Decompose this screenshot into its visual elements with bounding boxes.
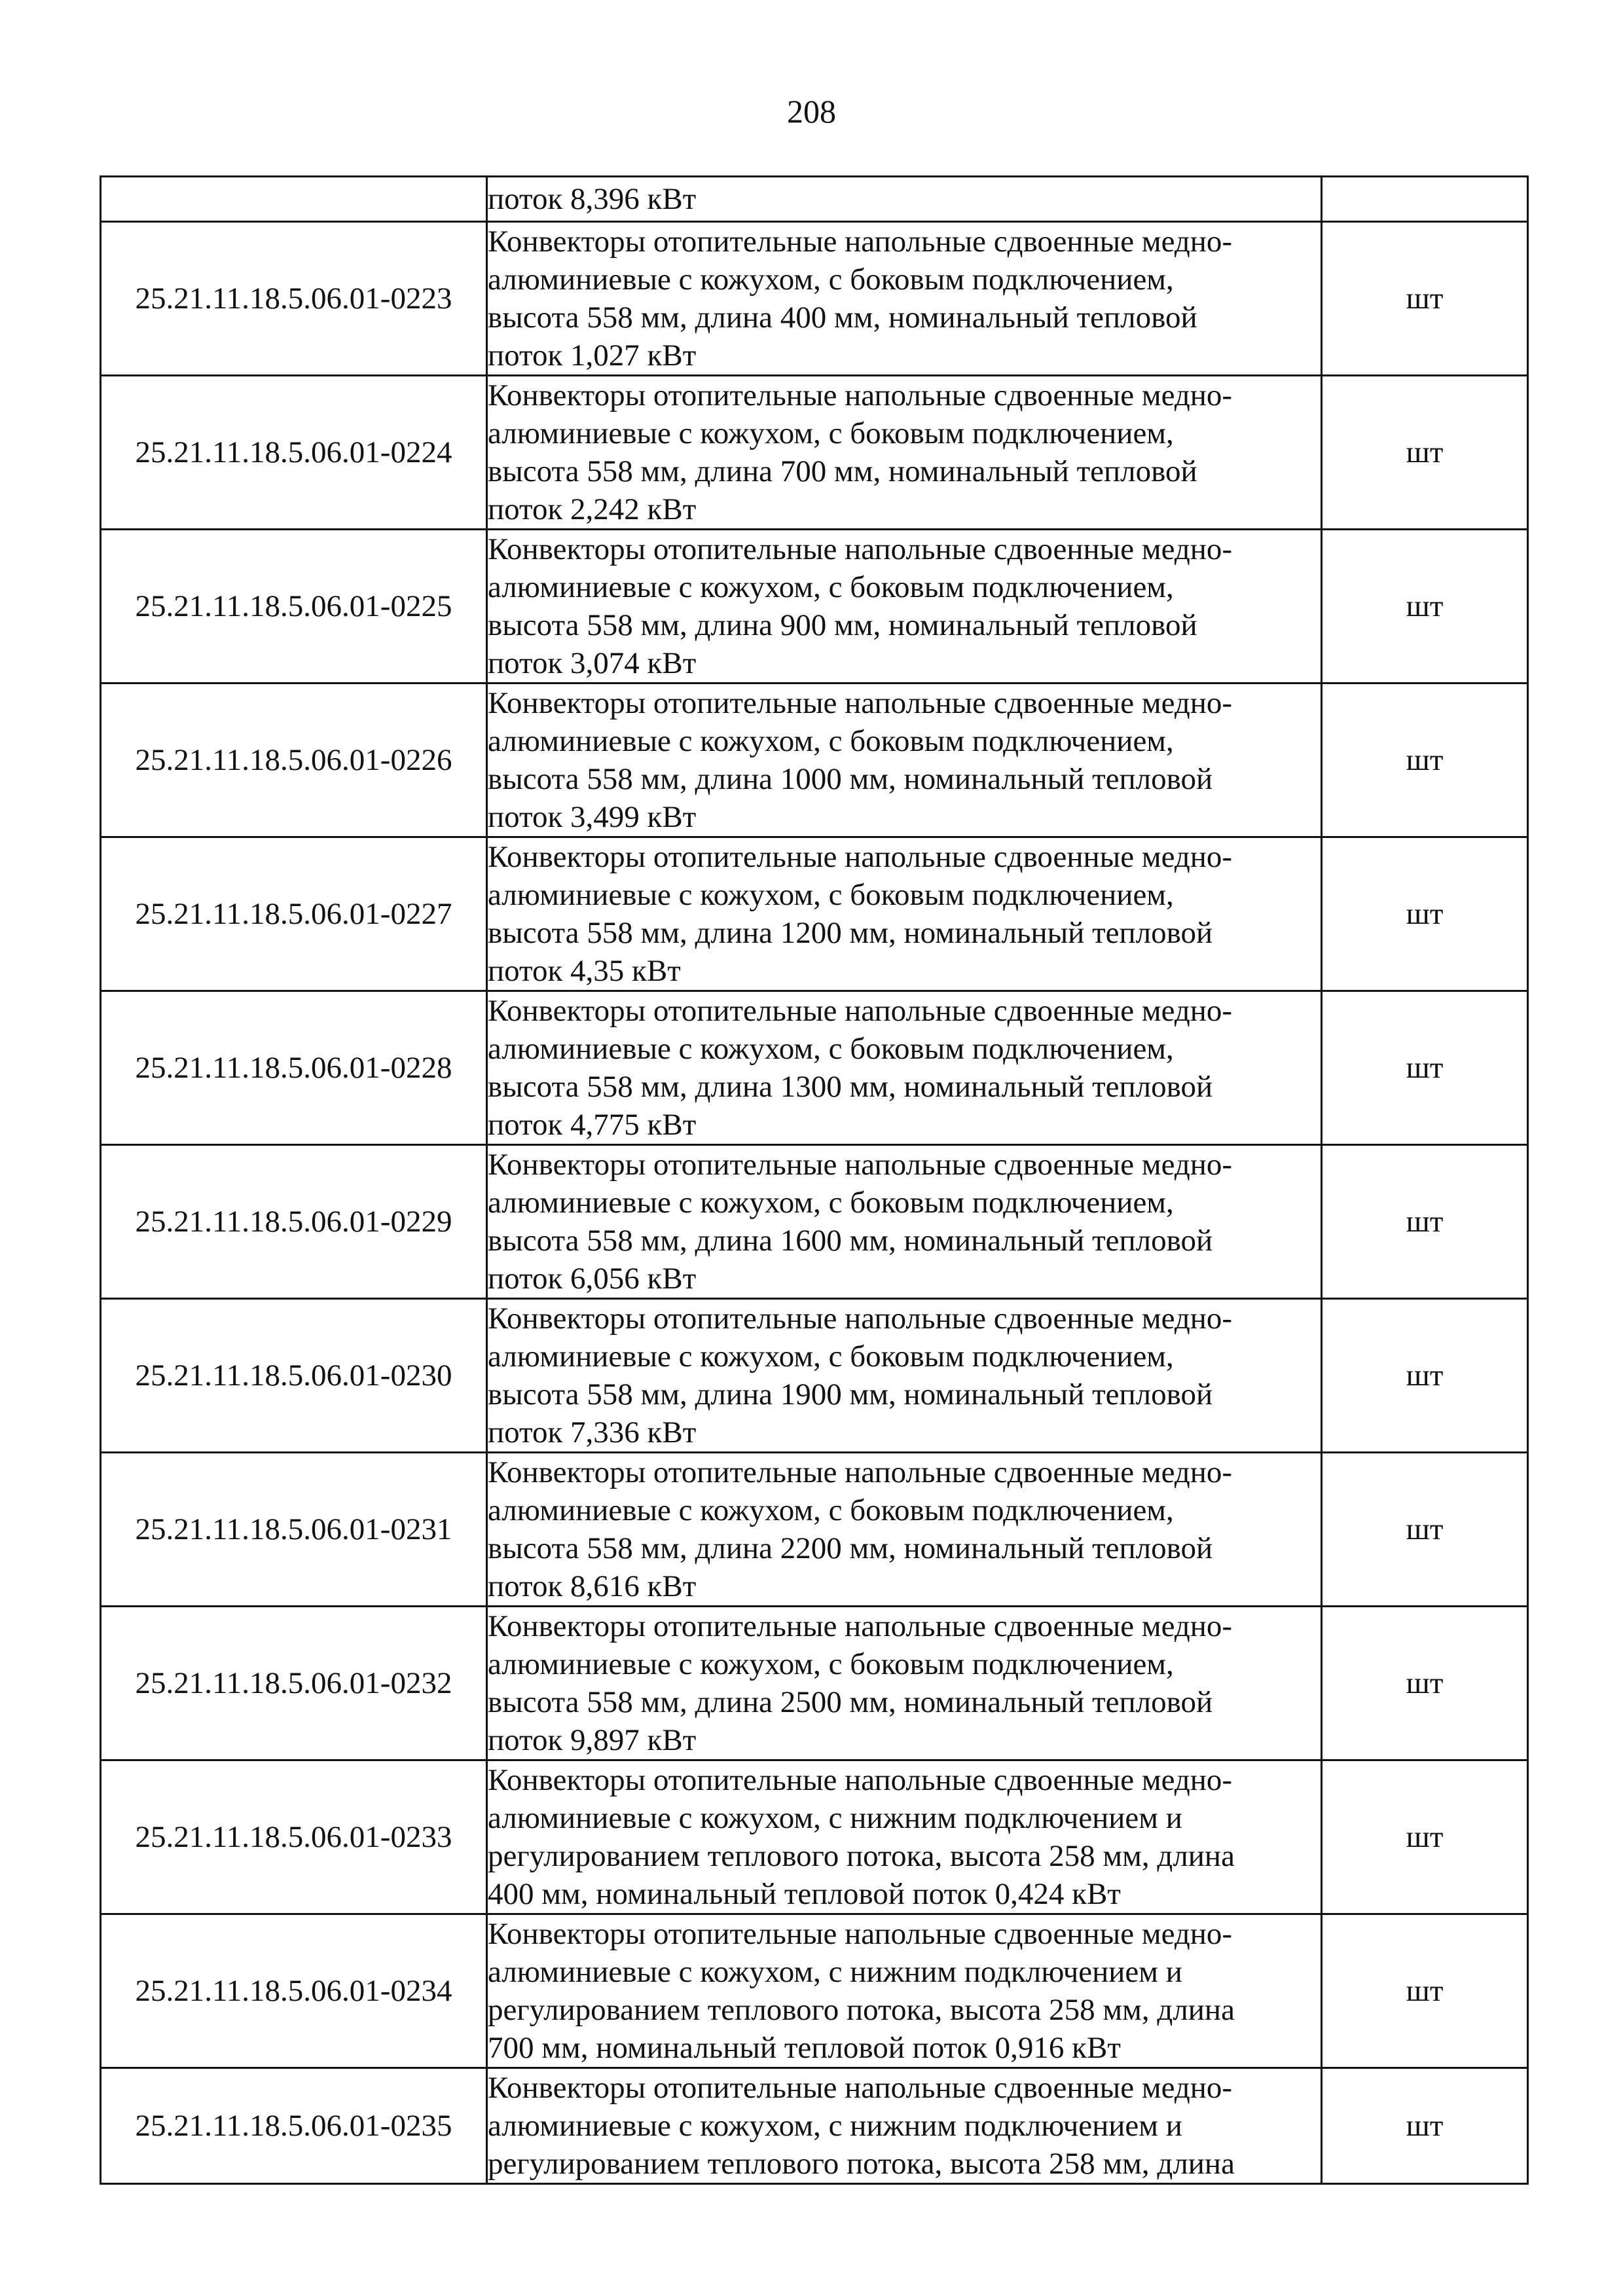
price-code-table [100,175,1529,2185]
table-row [101,683,1528,837]
table-row [101,1453,1528,1607]
resource-code-cell: 25.21.11.18.5.06.01-0233 [101,1760,487,1914]
description-cell [487,1453,1322,1607]
description-cell [487,1607,1322,1760]
unit-cell: шт [1322,683,1528,837]
description-cell [487,222,1322,376]
description-cell [487,2068,1322,2184]
unit-cell: шт [1322,1914,1528,2068]
description-text: поток 8,396 кВт [488,182,697,216]
table-row [101,376,1528,530]
description-cell [487,683,1322,837]
unit-cell: шт [1322,222,1528,376]
table-row [101,2068,1528,2184]
table-row [101,1760,1528,1914]
description-cell [487,177,1322,222]
description-text: Конвекторы отопительные напольные сдвоенные медно- алюминиевые с кожухом, с боковым подключением, высота 558 мм, длина 1200 мм, номинальный тепловой поток 4,35 кВт [488,840,1233,988]
table-row [101,837,1528,991]
resource-code-cell: 25.21.11.18.5.06.01-0232 [101,1607,487,1760]
description-text: Конвекторы отопительные напольные сдвоенные медно- алюминиевые с кожухом, с боковым подключением, высота 558 мм, длина 1300 мм, номинальный тепловой поток 4,775 кВт [488,994,1233,1142]
unit-cell: шт [1322,1453,1528,1607]
table-row [101,177,1528,222]
description-cell [487,530,1322,683]
description-text: Конвекторы отопительные напольные сдвоенные медно- алюминиевые с кожухом, с нижним подключением и регулированием теплового потока, высота 258 мм, длина [488,2071,1235,2181]
table-row [101,1914,1528,2068]
unit-cell [1322,177,1528,222]
description-cell [487,1299,1322,1453]
unit-cell: шт [1322,2068,1528,2184]
table-row [101,1299,1528,1453]
resource-code-cell: 25.21.11.18.5.06.01-0227 [101,837,487,991]
description-text: Конвекторы отопительные напольные сдвоенные медно- алюминиевые с кожухом, с боковым подключением, высота 558 мм, длина 400 мм, номинальный тепловой поток 1,027 кВт [488,225,1233,373]
description-cell [487,376,1322,530]
table-row [101,222,1528,376]
description-text: Конвекторы отопительные напольные сдвоенные медно- алюминиевые с кожухом, с боковым подключением, высота 558 мм, длина 2200 мм, номинальный тепловой поток 8,616 кВт [488,1455,1233,1603]
resource-code-cell: 25.21.11.18.5.06.01-0228 [101,991,487,1145]
description-text: Конвекторы отопительные напольные сдвоенные медно- алюминиевые с кожухом, с боковым подключением, высота 558 мм, длина 1900 мм, номинальный тепловой поток 7,336 кВт [488,1302,1233,1449]
resource-code-cell: 25.21.11.18.5.06.01-0234 [101,1914,487,2068]
unit-cell: шт [1322,1607,1528,1760]
table-row [101,991,1528,1145]
resource-code-cell: 25.21.11.18.5.06.01-0229 [101,1145,487,1299]
description-cell [487,837,1322,991]
unit-cell: шт [1322,530,1528,683]
resource-code-cell: 25.21.11.18.5.06.01-0223 [101,222,487,376]
unit-cell: шт [1322,1145,1528,1299]
description-text: Конвекторы отопительные напольные сдвоенные медно- алюминиевые с кожухом, с боковым подключением, высота 558 мм, длина 1000 мм, номинальный тепловой поток 3,499 кВт [488,686,1233,834]
resource-code-cell [101,177,487,222]
unit-cell: шт [1322,1299,1528,1453]
description-text: Конвекторы отопительные напольные сдвоенные медно- алюминиевые с кожухом, с боковым подключением, высота 558 мм, длина 700 мм, номинальный тепловой поток 2,242 кВт [488,378,1233,526]
page-number: 208 [787,93,836,130]
resource-code-cell: 25.21.11.18.5.06.01-0224 [101,376,487,530]
resource-code-cell: 25.21.11.18.5.06.01-0235 [101,2068,487,2184]
description-cell [487,1145,1322,1299]
unit-cell: шт [1322,1760,1528,1914]
description-text: Конвекторы отопительные напольные сдвоенные медно- алюминиевые с кожухом, с боковым подключением, высота 558 мм, длина 2500 мм, номинальный тепловой поток 9,897 кВт [488,1609,1233,1757]
description-text: Конвекторы отопительные напольные сдвоенные медно- алюминиевые с кожухом, с нижним подключением и регулированием теплового потока, высота 258 мм, длина 700 мм, номинальный тепловой поток 0,916 кВт [488,1917,1235,2065]
resource-code-cell: 25.21.11.18.5.06.01-0225 [101,530,487,683]
table-row [101,1145,1528,1299]
description-cell [487,991,1322,1145]
resource-code-cell: 25.21.11.18.5.06.01-0226 [101,683,487,837]
unit-cell: шт [1322,991,1528,1145]
description-text: Конвекторы отопительные напольные сдвоенные медно- алюминиевые с кожухом, с боковым подключением, высота 558 мм, длина 900 мм, номинальный тепловой поток 3,074 кВт [488,532,1233,680]
description-cell [487,1760,1322,1914]
resource-code-cell: 25.21.11.18.5.06.01-0230 [101,1299,487,1453]
description-cell [487,1914,1322,2068]
description-text: Конвекторы отопительные напольные сдвоенные медно- алюминиевые с кожухом, с нижним подключением и регулированием теплового потока, высота 258 мм, длина 400 мм, номинальный тепловой поток 0,424 кВт [488,1763,1235,1911]
unit-cell: шт [1322,376,1528,530]
resource-code-cell: 25.21.11.18.5.06.01-0231 [101,1453,487,1607]
description-text: Конвекторы отопительные напольные сдвоенные медно- алюминиевые с кожухом, с боковым подключением, высота 558 мм, длина 1600 мм, номинальный тепловой поток 6,056 кВт [488,1148,1233,1296]
table-row [101,530,1528,683]
unit-cell: шт [1322,837,1528,991]
table-row [101,1607,1528,1760]
